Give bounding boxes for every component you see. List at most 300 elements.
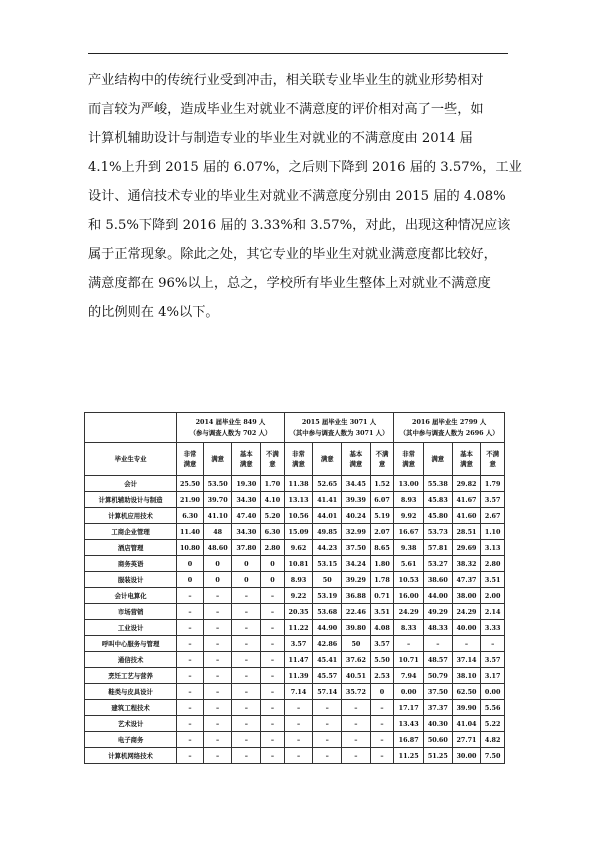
value-cell: 1.78 xyxy=(370,572,394,588)
value-cell: 19.30 xyxy=(232,476,261,492)
value-cell: 2.80 xyxy=(261,540,285,556)
major-name-cell: 工业设计 xyxy=(85,620,177,636)
value-cell: 0 xyxy=(203,556,232,572)
table-row xyxy=(85,620,505,636)
value-cell: 11.22 xyxy=(284,620,313,636)
rating-column-header xyxy=(394,443,424,476)
value-cell: – xyxy=(177,652,204,668)
value-cell: – xyxy=(232,716,261,732)
value-cell: 2.67 xyxy=(481,508,505,524)
major-column-header: 毕业生专业 xyxy=(85,443,177,476)
value-cell: 7.94 xyxy=(394,668,424,684)
paragraph-line: 设计、通信技术专业的毕业生对就业不满意度分别由 2015 届的 4.08% xyxy=(88,189,506,204)
value-cell: 38.00 xyxy=(452,588,481,604)
value-cell: – xyxy=(203,684,232,700)
value-cell: 5.61 xyxy=(394,556,424,572)
value-cell: – xyxy=(284,716,313,732)
value-cell: 34.24 xyxy=(342,556,371,572)
value-cell: 8.93 xyxy=(394,492,424,508)
rating-header-line: 非常 xyxy=(402,450,416,458)
value-cell: 34.45 xyxy=(342,476,371,492)
value-cell: 2.80 xyxy=(481,556,505,572)
value-cell: 24.29 xyxy=(452,604,481,620)
value-cell: – xyxy=(313,748,342,764)
table-row xyxy=(85,668,505,684)
value-cell: 0 xyxy=(232,572,261,588)
value-cell: 53.15 xyxy=(313,556,342,572)
value-cell: 8.65 xyxy=(370,540,394,556)
value-cell: – xyxy=(203,604,232,620)
header-rule xyxy=(88,53,508,54)
value-cell: 37.37 xyxy=(423,700,452,716)
rating-column-header xyxy=(261,443,285,476)
value-cell: 1.52 xyxy=(370,476,394,492)
value-cell: 53.73 xyxy=(423,524,452,540)
rating-column-header xyxy=(370,443,394,476)
table-row xyxy=(85,588,505,604)
value-cell: – xyxy=(232,684,261,700)
value-cell: – xyxy=(313,732,342,748)
value-cell: – xyxy=(203,700,232,716)
paragraph-line: 产业结构中的传统行业受到冲击，相关联专业毕业生的就业形势相对 xyxy=(88,73,484,88)
value-cell: – xyxy=(177,588,204,604)
value-cell: 39.29 xyxy=(342,572,371,588)
value-cell: – xyxy=(232,732,261,748)
value-cell: 28.51 xyxy=(452,524,481,540)
rating-header-line: 不满 xyxy=(486,450,500,458)
value-cell: 0.71 xyxy=(370,588,394,604)
value-cell: – xyxy=(177,684,204,700)
value-cell: 3.57 xyxy=(370,636,394,652)
value-cell: – xyxy=(232,620,261,636)
table-row xyxy=(85,636,505,652)
value-cell: 40.24 xyxy=(342,508,371,524)
value-cell: 3.13 xyxy=(481,540,505,556)
value-cell: – xyxy=(313,716,342,732)
group-subtitle: （其中参与调查人数为 3071 人） xyxy=(289,428,389,437)
value-cell: – xyxy=(261,588,285,604)
major-name-cell: 市场营销 xyxy=(85,604,177,620)
table-row xyxy=(85,652,505,668)
value-cell: 32.99 xyxy=(342,524,371,540)
value-cell: 40.51 xyxy=(342,668,371,684)
value-cell: 39.90 xyxy=(452,700,481,716)
table-row xyxy=(85,540,505,556)
value-cell: 44.23 xyxy=(313,540,342,556)
value-cell: 38.32 xyxy=(452,556,481,572)
group-header-2016 xyxy=(394,413,505,443)
rating-column-header xyxy=(481,443,505,476)
table-subheader-row xyxy=(85,443,505,476)
value-cell: 35.72 xyxy=(342,684,371,700)
group-title: 2014 届毕业生 849 人 xyxy=(195,417,266,426)
value-cell: 34.30 xyxy=(232,492,261,508)
value-cell: 40.30 xyxy=(423,716,452,732)
value-cell: – xyxy=(284,748,313,764)
value-cell: 9.38 xyxy=(394,540,424,556)
value-cell: 11.25 xyxy=(394,748,424,764)
value-cell: 41.41 xyxy=(313,492,342,508)
value-cell: – xyxy=(370,732,394,748)
value-cell: 10.80 xyxy=(177,540,204,556)
value-cell: 9.92 xyxy=(394,508,424,524)
value-cell: 39.39 xyxy=(342,492,371,508)
value-cell: – xyxy=(203,748,232,764)
value-cell: 4.08 xyxy=(370,620,394,636)
value-cell: 2.07 xyxy=(370,524,394,540)
table-row xyxy=(85,556,505,572)
major-name-cell: 计算机应用技术 xyxy=(85,508,177,524)
satisfaction-table xyxy=(84,412,505,764)
value-cell: 48.57 xyxy=(423,652,452,668)
value-cell: 5.56 xyxy=(481,700,505,716)
value-cell: 3.57 xyxy=(284,636,313,652)
value-cell: – xyxy=(177,668,204,684)
value-cell: 3.17 xyxy=(481,668,505,684)
rating-header-line: 满意 xyxy=(431,455,445,463)
major-name-cell: 鞋类与皮具设计 xyxy=(85,684,177,700)
value-cell: – xyxy=(261,684,285,700)
rating-column-header xyxy=(232,443,261,476)
rating-header-line: 意 xyxy=(269,460,276,468)
value-cell: 7.50 xyxy=(481,748,505,764)
value-cell: 8.33 xyxy=(394,620,424,636)
value-cell: – xyxy=(232,636,261,652)
value-cell: – xyxy=(423,636,452,652)
value-cell: 41.67 xyxy=(452,492,481,508)
rating-column-header xyxy=(313,443,342,476)
value-cell: 45.80 xyxy=(423,508,452,524)
value-cell: 62.50 xyxy=(452,684,481,700)
value-cell: 6.30 xyxy=(261,524,285,540)
value-cell: 0.00 xyxy=(394,684,424,700)
value-cell: – xyxy=(452,636,481,652)
value-cell: – xyxy=(203,652,232,668)
value-cell: – xyxy=(261,668,285,684)
value-cell: – xyxy=(261,716,285,732)
value-cell: 1.10 xyxy=(481,524,505,540)
table-row xyxy=(85,572,505,588)
table-row xyxy=(85,524,505,540)
value-cell: 5.20 xyxy=(261,508,285,524)
rating-header-line: 非常 xyxy=(183,450,197,458)
value-cell: – xyxy=(232,700,261,716)
value-cell: 3.51 xyxy=(370,604,394,620)
value-cell: – xyxy=(261,700,285,716)
rating-header-line: 意 xyxy=(489,460,496,468)
value-cell: 50 xyxy=(342,636,371,652)
major-name-cell: 会计 xyxy=(85,476,177,492)
value-cell: 51.25 xyxy=(423,748,452,764)
table-row xyxy=(85,684,505,700)
paragraph-line: 而言较为严峻，造成毕业生对就业不满意度的评价相对高了一些，如 xyxy=(88,102,484,117)
major-name-cell: 呼叫中心服务与管理 xyxy=(85,636,177,652)
table-row xyxy=(85,732,505,748)
value-cell: 2.53 xyxy=(370,668,394,684)
rating-column-header xyxy=(284,443,313,476)
value-cell: 37.80 xyxy=(232,540,261,556)
value-cell: 16.87 xyxy=(394,732,424,748)
value-cell: 10.53 xyxy=(394,572,424,588)
value-cell: – xyxy=(203,732,232,748)
value-cell: 44.00 xyxy=(423,588,452,604)
value-cell: 50 xyxy=(313,572,342,588)
major-name-cell: 烹饪工艺与营养 xyxy=(85,668,177,684)
value-cell: – xyxy=(203,620,232,636)
value-cell: – xyxy=(284,732,313,748)
value-cell: 49.85 xyxy=(313,524,342,540)
rating-header-line: 意 xyxy=(378,460,386,468)
value-cell: 25.50 xyxy=(177,476,204,492)
value-cell: 10.56 xyxy=(284,508,313,524)
table-row xyxy=(85,716,505,732)
value-cell: 11.38 xyxy=(284,476,313,492)
paragraph-line: 的比例则在 4%以下。 xyxy=(88,305,219,320)
rating-column-header xyxy=(342,443,371,476)
value-cell: – xyxy=(394,636,424,652)
rating-header-line: 满意 xyxy=(183,460,197,468)
value-cell: – xyxy=(177,732,204,748)
value-cell: 10.71 xyxy=(394,652,424,668)
value-cell: 50.79 xyxy=(423,668,452,684)
value-cell: 50.60 xyxy=(423,732,452,748)
empty-corner-cell xyxy=(85,413,177,443)
major-name-cell: 商务英语 xyxy=(85,556,177,572)
value-cell: 1.80 xyxy=(370,556,394,572)
value-cell: – xyxy=(261,652,285,668)
value-cell: 36.88 xyxy=(342,588,371,604)
paragraph-line: 属于正常现象。除此之处，其它专业的毕业生对就业满意度都比较好， xyxy=(88,247,497,262)
value-cell: – xyxy=(342,732,371,748)
value-cell: 0 xyxy=(232,556,261,572)
value-cell: – xyxy=(203,716,232,732)
value-cell: 11.39 xyxy=(284,668,313,684)
value-cell: 49.29 xyxy=(423,604,452,620)
value-cell: 9.62 xyxy=(284,540,313,556)
value-cell: 6.07 xyxy=(370,492,394,508)
value-cell: 34.30 xyxy=(232,524,261,540)
value-cell: – xyxy=(370,700,394,716)
value-cell: – xyxy=(342,748,371,764)
table-row xyxy=(85,700,505,716)
value-cell: – xyxy=(232,652,261,668)
value-cell: 3.33 xyxy=(481,620,505,636)
rating-header-line: 非常 xyxy=(292,450,305,458)
value-cell: – xyxy=(177,620,204,636)
value-cell: 53.27 xyxy=(423,556,452,572)
value-cell: 17.17 xyxy=(394,700,424,716)
rating-column-header xyxy=(452,443,481,476)
value-cell: 13.13 xyxy=(284,492,313,508)
value-cell: 5.19 xyxy=(370,508,394,524)
value-cell: – xyxy=(261,732,285,748)
value-cell: 29.69 xyxy=(452,540,481,556)
value-cell: 16.67 xyxy=(394,524,424,540)
value-cell: 45.41 xyxy=(313,652,342,668)
value-cell: – xyxy=(177,636,204,652)
value-cell: – xyxy=(261,604,285,620)
value-cell: 0 xyxy=(261,572,285,588)
value-cell: 41.60 xyxy=(452,508,481,524)
value-cell: 30.00 xyxy=(452,748,481,764)
value-cell: – xyxy=(177,604,204,620)
value-cell: 11.47 xyxy=(284,652,313,668)
value-cell: – xyxy=(177,716,204,732)
rating-column-header xyxy=(203,443,232,476)
table-row xyxy=(85,492,505,508)
value-cell: 41.10 xyxy=(203,508,232,524)
table-body xyxy=(85,476,505,764)
group-subtitle: （其中参与调查人数为 2696 人） xyxy=(399,428,499,437)
value-cell: – xyxy=(261,620,285,636)
value-cell: 57.81 xyxy=(423,540,452,556)
rating-column-header xyxy=(423,443,452,476)
value-cell: 53.19 xyxy=(313,588,342,604)
value-cell: 47.37 xyxy=(452,572,481,588)
value-cell: 13.00 xyxy=(394,476,424,492)
value-cell: 0 xyxy=(177,572,204,588)
value-cell: 39.80 xyxy=(342,620,371,636)
value-cell: 13.43 xyxy=(394,716,424,732)
value-cell: 39.70 xyxy=(203,492,232,508)
value-cell: 2.14 xyxy=(481,604,505,620)
value-cell: 5.50 xyxy=(370,652,394,668)
rating-header-line: 不满 xyxy=(375,450,389,458)
value-cell: 9.22 xyxy=(284,588,313,604)
value-cell: 0 xyxy=(261,556,285,572)
value-cell: 55.38 xyxy=(423,476,452,492)
value-cell: 48.33 xyxy=(423,620,452,636)
value-cell: – xyxy=(232,668,261,684)
value-cell: 22.46 xyxy=(342,604,371,620)
table-row xyxy=(85,508,505,524)
major-name-cell: 艺术设计 xyxy=(85,716,177,732)
table-group-header-row xyxy=(85,413,505,443)
group-header-2014 xyxy=(177,413,285,443)
value-cell: 38.10 xyxy=(452,668,481,684)
value-cell: 38.60 xyxy=(423,572,452,588)
value-cell: 8.93 xyxy=(284,572,313,588)
value-cell: – xyxy=(177,700,204,716)
value-cell: – xyxy=(481,636,505,652)
value-cell: 6.30 xyxy=(177,508,204,524)
rating-header-line: 满意 xyxy=(211,455,225,463)
table-row xyxy=(85,604,505,620)
value-cell: 37.50 xyxy=(342,540,371,556)
value-cell: 40.00 xyxy=(452,620,481,636)
value-cell: 42.86 xyxy=(313,636,342,652)
value-cell: – xyxy=(370,716,394,732)
paragraph-line: 满意度都在 96%以上，总之，学校所有毕业生整体上对就业不满意度 xyxy=(88,276,491,291)
value-cell: 1.79 xyxy=(481,476,505,492)
value-cell: 3.57 xyxy=(481,492,505,508)
value-cell: 5.22 xyxy=(481,716,505,732)
value-cell: – xyxy=(177,748,204,764)
value-cell: – xyxy=(261,748,285,764)
value-cell: – xyxy=(232,604,261,620)
value-cell: 1.70 xyxy=(261,476,285,492)
paragraph-line: 4.1%上升到 2015 届的 6.07%，之后则下降到 2016 届的 3.57%，工业 xyxy=(88,160,522,175)
value-cell: 48 xyxy=(203,524,232,540)
value-cell: 48.60 xyxy=(203,540,232,556)
value-cell: 41.04 xyxy=(452,716,481,732)
value-cell: 27.71 xyxy=(452,732,481,748)
value-cell: 4.10 xyxy=(261,492,285,508)
value-cell: 3.51 xyxy=(481,572,505,588)
value-cell: 53.68 xyxy=(313,604,342,620)
value-cell: 44.01 xyxy=(313,508,342,524)
rating-header-line: 满意 xyxy=(349,460,363,468)
value-cell: – xyxy=(203,636,232,652)
rating-header-line: 满意 xyxy=(239,460,253,468)
major-name-cell: 电子商务 xyxy=(85,732,177,748)
paragraph-line: 计算机辅助设计与制造专业的毕业生对就业的不满意度由 2014 届 xyxy=(88,131,473,146)
group-header-2015 xyxy=(284,413,394,443)
value-cell: 53.50 xyxy=(203,476,232,492)
major-name-cell: 工商企业管理 xyxy=(85,524,177,540)
value-cell: 0 xyxy=(177,556,204,572)
rating-header-line: 满意 xyxy=(320,455,334,463)
rating-header-line: 不满 xyxy=(266,450,279,458)
paragraph-line: 和 5.5%下降到 2016 届的 3.33%和 3.57%，对此，出现这种情况应该 xyxy=(88,218,511,233)
rating-header-line: 基本 xyxy=(239,450,253,458)
value-cell: 37.50 xyxy=(423,684,452,700)
rating-column-header xyxy=(177,443,204,476)
value-cell: – xyxy=(313,700,342,716)
value-cell: – xyxy=(342,700,371,716)
value-cell: 0 xyxy=(203,572,232,588)
value-cell: 16.00 xyxy=(394,588,424,604)
value-cell: – xyxy=(232,588,261,604)
value-cell: 20.35 xyxy=(284,604,313,620)
body-paragraph xyxy=(88,66,522,327)
major-name-cell: 通信技术 xyxy=(85,652,177,668)
rating-header-line: 满意 xyxy=(292,460,305,468)
major-name-cell: 酒店管理 xyxy=(85,540,177,556)
value-cell: – xyxy=(342,716,371,732)
group-title: 2016 届毕业生 2799 人 xyxy=(412,417,487,426)
major-name-cell: 服装设计 xyxy=(85,572,177,588)
major-name-cell: 建筑工程技术 xyxy=(85,700,177,716)
value-cell: 7.14 xyxy=(284,684,313,700)
value-cell: 44.90 xyxy=(313,620,342,636)
value-cell: 3.57 xyxy=(481,652,505,668)
table-row xyxy=(85,476,505,492)
group-title: 2015 届毕业生 3071 人 xyxy=(301,417,377,426)
rating-header-line: 满意 xyxy=(460,460,473,468)
value-cell: 29.82 xyxy=(452,476,481,492)
major-name-cell: 计算机网络技术 xyxy=(85,748,177,764)
value-cell: 47.40 xyxy=(232,508,261,524)
value-cell: 21.90 xyxy=(177,492,204,508)
value-cell: 2.00 xyxy=(481,588,505,604)
value-cell: 52.65 xyxy=(313,476,342,492)
value-cell: 0.00 xyxy=(481,684,505,700)
value-cell: 15.09 xyxy=(284,524,313,540)
value-cell: – xyxy=(261,636,285,652)
value-cell: 37.14 xyxy=(452,652,481,668)
value-cell: 24.29 xyxy=(394,604,424,620)
value-cell: – xyxy=(370,748,394,764)
value-cell: – xyxy=(203,588,232,604)
value-cell: – xyxy=(284,700,313,716)
value-cell: 45.83 xyxy=(423,492,452,508)
value-cell: 10.81 xyxy=(284,556,313,572)
value-cell: 11.40 xyxy=(177,524,204,540)
value-cell: 4.82 xyxy=(481,732,505,748)
value-cell: 57.14 xyxy=(313,684,342,700)
table-row xyxy=(85,748,505,764)
